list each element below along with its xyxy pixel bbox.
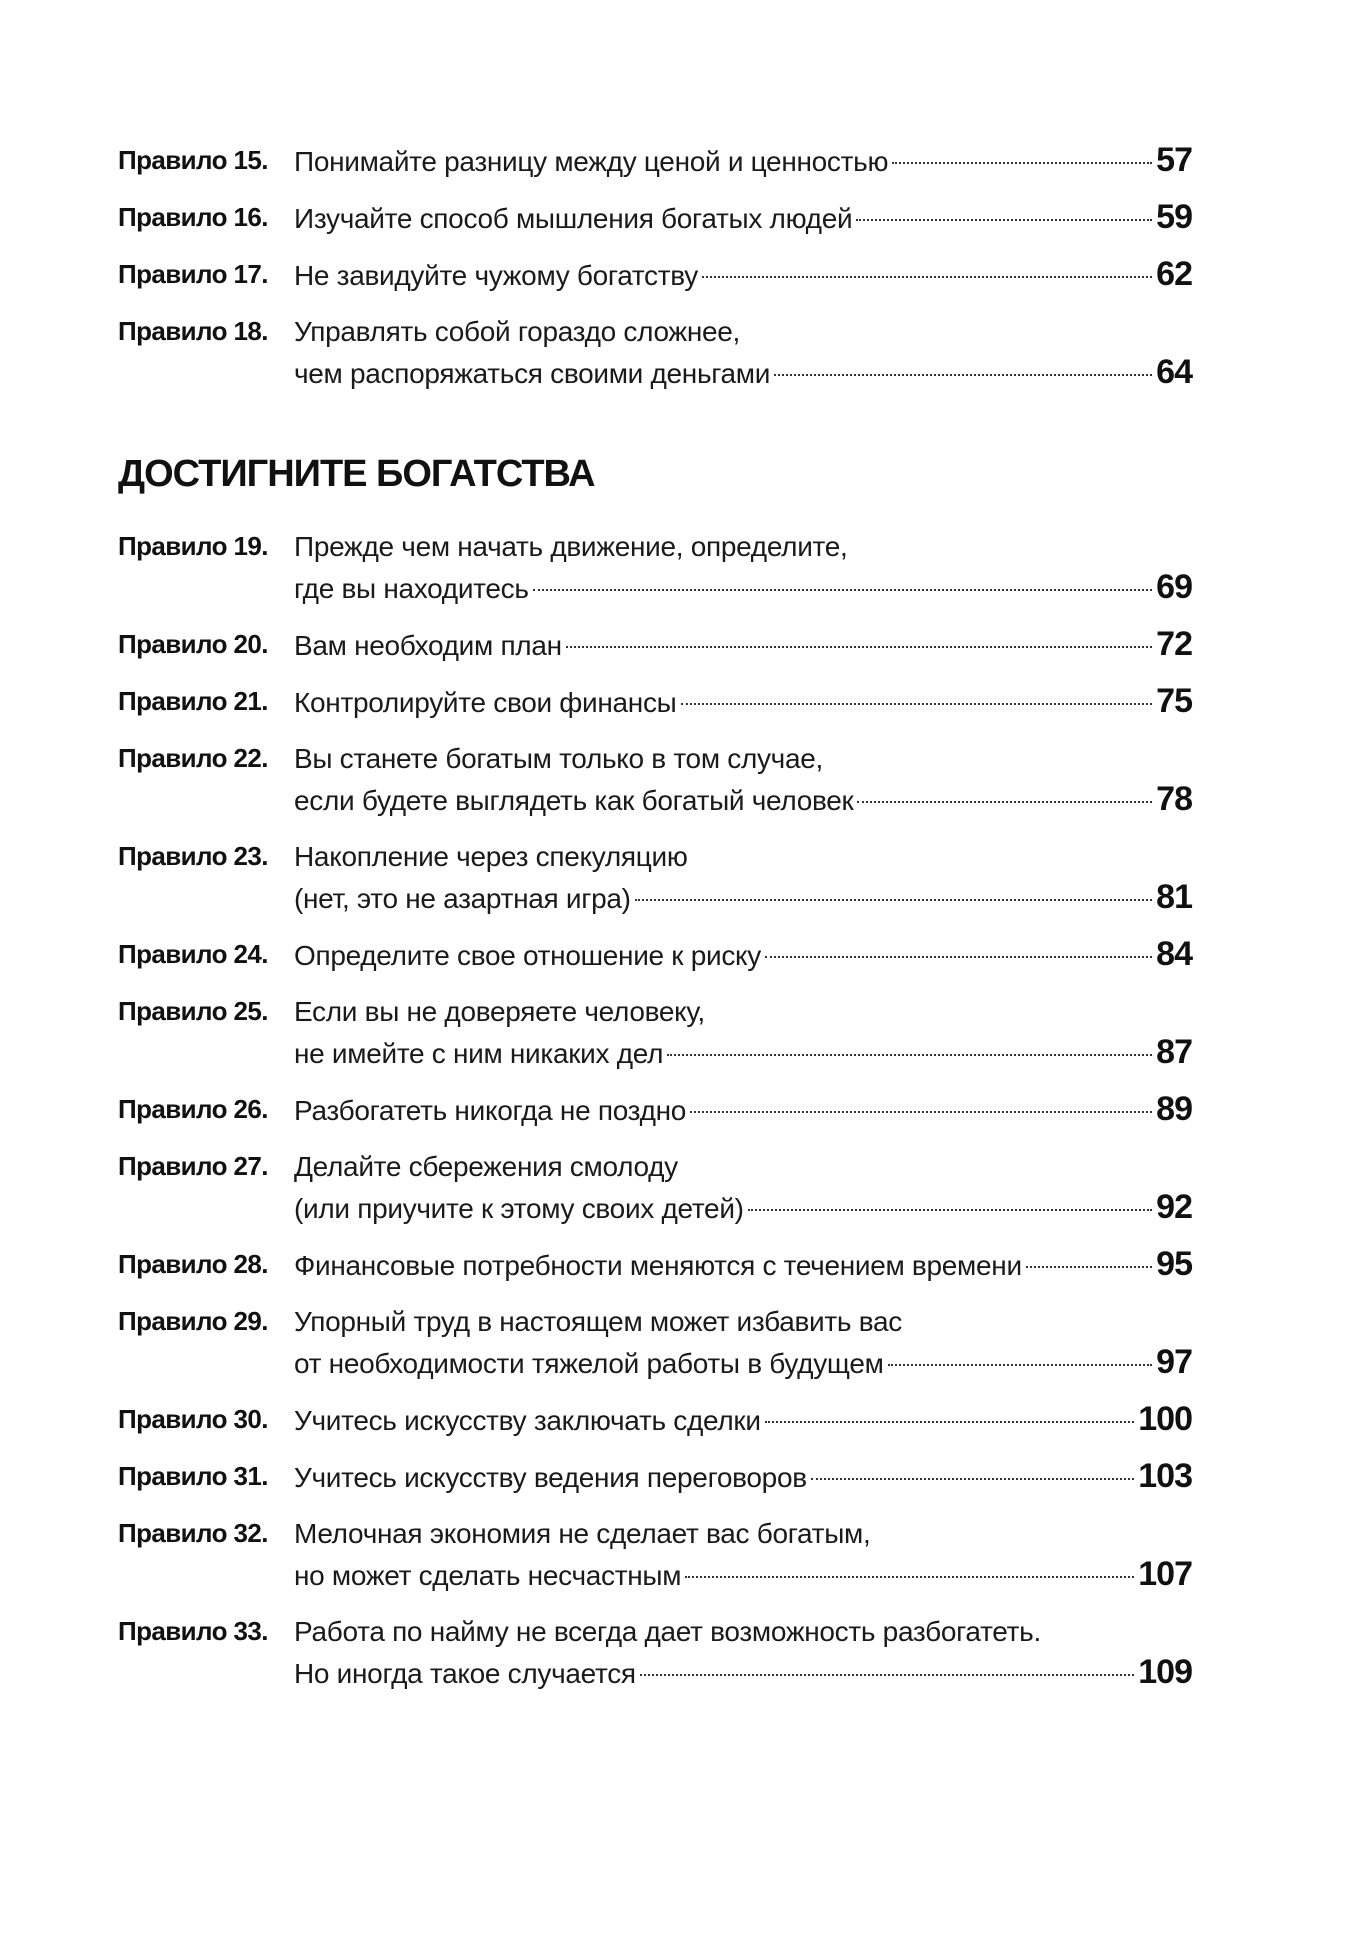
entry-title [294,1513,1192,1596]
toc-entry[interactable] [118,1301,1192,1384]
page-number: 87 [1156,1033,1192,1071]
page-number: 97 [1156,1343,1192,1381]
entry-title-line: но может сделать несчастным [294,1560,682,1591]
entry-title-line: Определите свое отношение к риску [294,940,761,971]
toc-entry[interactable] [118,526,1192,609]
rule-label: Правило 24. [118,939,268,969]
rule-label: Правило 27. [118,1151,268,1181]
dot-leader [892,162,1152,164]
toc-entry[interactable] [118,624,1192,666]
rule-label: Правило 25. [118,996,268,1026]
entry-title-line: (нет, это не азартная игра) [294,883,631,914]
dot-leader [667,1054,1152,1056]
entry-last-line [294,1244,1192,1286]
page-number: 62 [1156,255,1192,293]
entry-title-line: Упорный труд в настоящем может избавить вас [294,1306,902,1337]
rule-label: Правило 16. [118,202,268,232]
entry-title-line: Изучайте способ мышления богатых людей [294,203,853,234]
entry-title [294,254,1192,296]
dot-leader [681,703,1153,705]
entry-last-line [294,681,1192,723]
toc-section-block [118,526,1192,1694]
rule-label: Правило 23. [118,841,268,871]
entry-last-line [294,1399,1192,1441]
page-number: 75 [1156,682,1192,720]
toc-entry[interactable] [118,1456,1192,1498]
dot-leader [765,956,1152,958]
dot-leader [856,219,1152,221]
entry-last-line [294,934,1192,976]
entry-title [294,681,1192,723]
toc-entry[interactable] [118,681,1192,723]
entry-last-line [294,1652,1192,1694]
page-number: 89 [1156,1090,1192,1128]
entry-title-line: Прежде чем начать движение, определите, [294,531,848,562]
entry-title-line: Мелочная экономия не сделает вас богатым, [294,1518,871,1549]
entry-title [294,1399,1192,1441]
entry-title [294,1611,1192,1694]
toc-entry[interactable] [118,254,1192,296]
entry-title-line: Работа по найму не всегда дает возможность разбогатеть. [294,1616,1041,1647]
entry-title-line: (или приучите к этому своих детей) [294,1193,744,1224]
entry-title [294,197,1192,239]
entry-last-line [294,624,1192,666]
page-number: 78 [1156,780,1192,818]
entry-title [294,1301,1192,1384]
dot-leader [888,1364,1153,1366]
rule-label: Правило 26. [118,1094,268,1124]
entry-last-line [294,352,1192,394]
entry-title-line: Финансовые потребности меняются с течением времени [294,1250,1022,1281]
rule-label: Правило 20. [118,629,268,659]
toc-entry[interactable] [118,1513,1192,1596]
rule-label: Правило 30. [118,1404,268,1434]
entry-title [294,1456,1192,1498]
dot-leader [748,1209,1152,1211]
entry-title [294,1244,1192,1286]
dot-leader [533,589,1153,591]
entry-title-line: чем распоряжаться своими деньгами [294,358,771,389]
entry-last-line [294,567,1192,609]
entry-title [294,934,1192,976]
dot-leader [702,276,1152,278]
rule-label: Правило 28. [118,1249,268,1279]
page-number: 109 [1138,1653,1192,1691]
entry-title [294,624,1192,666]
entry-title-line: Управлять собой гораздо сложнее, [294,316,741,347]
page-number: 64 [1156,353,1192,391]
entry-last-line [294,140,1192,182]
rule-label: Правило 22. [118,743,268,773]
dot-leader [635,899,1152,901]
toc-entry[interactable] [118,1146,1192,1229]
toc-entry[interactable] [118,1611,1192,1694]
entry-last-line [294,1032,1192,1074]
dot-leader [857,801,1152,803]
page-number: 84 [1156,935,1192,973]
rule-label: Правило 33. [118,1616,268,1646]
entry-title-line: Если вы не доверяете человеку, [294,996,705,1027]
entry-last-line [294,254,1192,296]
dot-leader [640,1674,1134,1676]
page-number: 81 [1156,878,1192,916]
entry-title-line: Учитесь искусству заключать сделки [294,1405,761,1436]
entry-title-line: Вам необходим план [294,630,562,661]
toc-entry[interactable] [118,991,1192,1074]
toc-entry[interactable] [118,934,1192,976]
entry-title-line: Но иногда такое случается [294,1658,636,1689]
dot-leader [566,646,1152,648]
entry-last-line [294,779,1192,821]
rule-label: Правило 31. [118,1461,268,1491]
entry-title-line: Делайте сбережения смолоду [294,1151,678,1182]
entry-title-line: от необходимости тяжелой работы в будущем [294,1348,884,1379]
rule-label: Правило 21. [118,686,268,716]
rule-label: Правило 19. [118,531,268,561]
dot-leader [765,1421,1135,1423]
entry-last-line [294,1554,1192,1596]
entry-title-line: Разбогатеть никогда не поздно [294,1095,687,1126]
rule-label: Правило 32. [118,1518,268,1548]
entry-title-line: если будете выглядеть как богатый человек [294,785,854,816]
page-number: 103 [1138,1457,1192,1495]
rule-label: Правило 29. [118,1306,268,1336]
entry-title-line: не имейте с ним никаких дел [294,1038,664,1069]
dot-leader [690,1111,1152,1113]
entry-title [294,526,1192,609]
dot-leader [774,374,1152,376]
page-number: 95 [1156,1245,1192,1283]
dot-leader [811,1478,1134,1480]
page-number: 57 [1156,141,1192,179]
entry-last-line [294,1456,1192,1498]
toc-entry[interactable] [118,1244,1192,1286]
page-number: 107 [1138,1555,1192,1593]
page-number: 92 [1156,1188,1192,1226]
toc-entry[interactable] [118,197,1192,239]
entry-title-line: Не завидуйте чужому богатству [294,260,698,291]
entry-title-line: Учитесь искусству ведения переговоров [294,1462,807,1493]
entry-title-line: Вы станете богатым только в том случае, [294,743,823,774]
toc-entry[interactable] [118,311,1192,394]
toc-entry[interactable] [118,1089,1192,1131]
entry-title [294,1089,1192,1131]
toc-entry[interactable] [118,738,1192,821]
page-number: 72 [1156,625,1192,663]
entry-last-line [294,1342,1192,1384]
entry-last-line [294,1089,1192,1131]
toc-page [118,140,1192,1709]
entry-title [294,836,1192,919]
page-number: 100 [1138,1400,1192,1438]
rule-label: Правило 15. [118,145,268,175]
dot-leader [1026,1266,1152,1268]
entry-title-line: где вы находитесь [294,573,529,604]
toc-entry[interactable] [118,836,1192,919]
rule-label: Правило 18. [118,316,268,346]
entry-title-line: Контролируйте свои финансы [294,687,677,718]
toc-top-block [118,140,1192,394]
entry-title [294,311,1192,394]
toc-entry[interactable] [118,1399,1192,1441]
dot-leader [685,1576,1134,1578]
entry-last-line [294,1187,1192,1229]
entry-last-line [294,877,1192,919]
entry-title-line: Понимайте разницу между ценой и ценностью [294,146,889,177]
toc-entry[interactable] [118,140,1192,182]
rule-label: Правило 17. [118,259,268,289]
entry-title [294,738,1192,821]
page-number: 69 [1156,568,1192,606]
entry-title [294,1146,1192,1229]
entry-title [294,991,1192,1074]
section-title: ДОСТИГНИТЕ БОГАТСТВА [118,453,595,495]
entry-title [294,140,1192,182]
entry-last-line [294,197,1192,239]
entry-title-line: Накопление через спекуляцию [294,841,688,872]
page-number: 59 [1156,198,1192,236]
